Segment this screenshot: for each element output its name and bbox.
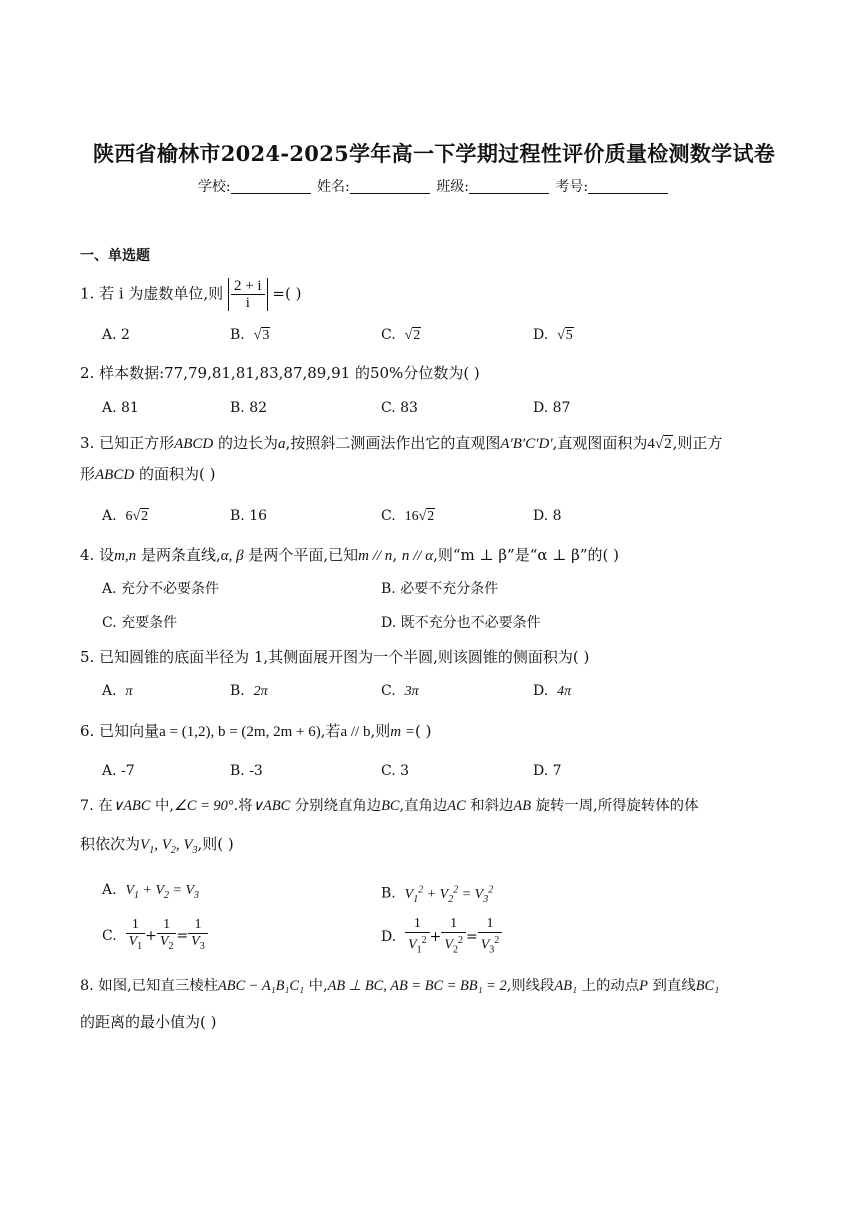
radicand: 3 <box>262 328 270 343</box>
text: ,直角边 <box>399 798 448 814</box>
option-2c[interactable]: C. 83 <box>381 400 418 416</box>
math-alpha-beta: α, β <box>220 548 244 564</box>
question-7-line-2 <box>80 834 234 861</box>
text: 是两个平面,已知 <box>243 546 359 564</box>
question-6 <box>80 721 431 742</box>
option-label: B. <box>381 885 396 902</box>
option-1c[interactable] <box>381 325 421 346</box>
text: 3. 已知正方形 <box>80 434 175 452</box>
text: ,则线段 <box>506 978 555 994</box>
fraction: $\frac{1}{V_3}$ <box>188 917 208 955</box>
option-5d[interactable] <box>533 681 571 702</box>
radicand: 2 <box>427 509 435 524</box>
school-blank[interactable] <box>231 179 311 194</box>
sqrt: √2 <box>418 509 435 524</box>
math-cond-2: n // α <box>401 548 434 564</box>
text: ,则 <box>370 722 391 740</box>
option-6d[interactable]: D. 7 <box>533 763 562 779</box>
option-6a[interactable]: A. -7 <box>102 763 135 779</box>
text: 6. 已知向量 <box>80 722 160 740</box>
fraction <box>231 278 265 311</box>
math-value: 3π <box>404 684 419 699</box>
option-3a[interactable] <box>102 506 149 527</box>
question-1 <box>80 278 301 311</box>
math-condition: AB ⊥ BC, AB = BC = BB₁ = 2 <box>327 978 507 994</box>
question-3-line-2 <box>80 464 215 485</box>
option-label: C. <box>381 327 396 343</box>
option-1a[interactable]: A. 2 <box>102 327 130 343</box>
option-5a[interactable] <box>102 681 132 702</box>
exam-no-label: 考号: <box>555 179 589 195</box>
math-coef: 16 <box>404 509 419 524</box>
text: 积依次为 <box>80 835 141 853</box>
name-blank[interactable] <box>350 179 430 194</box>
question-2: 2. 样本数据:77,79,81,81,83,87,89,91 的50%分位数为( ) <box>80 364 480 382</box>
option-5c[interactable] <box>381 681 419 702</box>
page-title: 陕西省榆林市2024-2025学年高一下学期过程性评价质量检测数学试卷 <box>92 141 776 166</box>
math-volumes: $V_1$, $V_2$, $V_3$ <box>140 837 198 856</box>
math-bc: BC <box>381 798 400 814</box>
option-label: A. <box>102 882 117 898</box>
option-4c[interactable]: C. 充要条件 <box>102 615 178 631</box>
math-parallel: a // b <box>340 724 371 740</box>
option-7a[interactable] <box>102 880 199 906</box>
option-label: D. <box>533 683 549 699</box>
option-4b[interactable]: B. 必要不充分条件 <box>381 581 499 597</box>
math-a: a <box>278 436 286 452</box>
fraction: $\frac{1}{V_3^2}$ <box>478 916 503 958</box>
section-title: 一、单选题 <box>80 248 150 264</box>
sqrt: √2 <box>404 328 421 343</box>
question-1-text: 1. 若 i 为虚数单位,则 <box>80 284 224 303</box>
math-ac: AC <box>447 798 466 814</box>
radicand: 2 <box>141 509 149 524</box>
math-segment: AB₁ <box>554 978 578 994</box>
option-label: D. <box>381 929 397 946</box>
radicand: 2 <box>664 436 672 452</box>
school-label: 学校: <box>197 179 231 195</box>
text: .将 <box>233 798 253 814</box>
math-value: 4π <box>557 684 572 699</box>
text: 到直线 <box>647 978 696 994</box>
math-cond-1: m // n <box>358 548 393 564</box>
fraction: $\frac{1}{V_1^2}$ <box>405 916 430 958</box>
math-triangle: ∨ABC <box>252 798 291 814</box>
math-p: P <box>639 978 648 994</box>
math-ab: AB <box>513 798 532 814</box>
exam-no-blank[interactable] <box>588 179 668 194</box>
radicand: 2 <box>413 328 421 343</box>
option-4a[interactable]: A. 充分不必要条件 <box>102 581 220 597</box>
text: 中, <box>304 978 328 994</box>
text: ,则( ) <box>197 835 234 853</box>
text: ,则“m ⊥ β”是“α ⊥ β”的( ) <box>433 546 619 564</box>
option-7b[interactable] <box>381 880 493 909</box>
math-angle: ∠C = 90° <box>173 798 234 814</box>
fraction-numerator: 2 + i <box>231 278 265 295</box>
fraction-denominator: i <box>245 295 250 311</box>
option-2b[interactable]: B. 82 <box>230 400 268 416</box>
question-5: 5. 已知圆锥的底面半径为 1,其侧面展开图为一个半圆,则该圆锥的侧面积为( ) <box>80 648 590 666</box>
text: 7. 在 <box>80 798 113 814</box>
student-info-line <box>0 176 868 196</box>
question-3-line-1 <box>80 433 722 454</box>
option-5b[interactable] <box>230 681 268 702</box>
option-label: B. <box>230 327 245 343</box>
math-value: 2π <box>253 684 268 699</box>
option-2d[interactable]: D. 87 <box>533 400 571 416</box>
abs-value <box>228 278 268 311</box>
option-1d[interactable] <box>533 325 574 346</box>
text: 上的动点 <box>577 978 640 994</box>
sqrt: √2 <box>654 436 672 452</box>
math-image: A′B′C′D′ <box>500 436 553 452</box>
math-mn: m,n <box>114 548 137 564</box>
option-6b[interactable]: B. -3 <box>230 763 263 779</box>
option-label: B. <box>230 683 245 699</box>
fraction: $\frac{1}{V_2^2}$ <box>441 916 466 958</box>
option-label: A. <box>102 683 117 699</box>
math-expression: $V_1 + V_2 = V_3$ <box>125 883 200 901</box>
text: 的边长为 <box>213 434 279 452</box>
question-1-tail: =( ) <box>272 284 302 303</box>
math-prism: ABC − A₁B₁C₁ <box>218 978 305 994</box>
option-6c[interactable]: C. 3 <box>381 763 410 779</box>
text: 是两条直线, <box>136 546 221 564</box>
math-bc1: BC₁ <box>695 978 720 994</box>
fraction: $\frac{1}{V_2}$ <box>157 917 177 955</box>
option-4d[interactable]: D. 既不充分也不必要条件 <box>381 615 541 631</box>
option-label: C. <box>102 928 117 944</box>
text: 旋转一周,所得旋转体的体 <box>531 798 699 814</box>
option-7d[interactable]: D. $\frac{1}{V_1^2}$ + $\frac{1}{V_2^2}$ = $\frac{1}{V_3^2}$ <box>381 916 502 958</box>
math-abcd: ABCD <box>95 467 135 483</box>
question-8-line-2: 的距离的最小值为( ) <box>80 1013 217 1031</box>
text: 4. 设 <box>80 546 115 564</box>
math-coef: 4 <box>647 436 655 452</box>
math-abcd: ABCD <box>174 436 214 452</box>
math-value: π <box>125 684 133 699</box>
fraction: $\frac{1}{V_1}$ <box>126 917 146 955</box>
option-1b[interactable] <box>230 325 270 346</box>
text: 中, <box>150 798 174 814</box>
text: ,若 <box>320 722 341 740</box>
text: ,按照斜二测画法作出它的直观图 <box>285 434 501 452</box>
math-expression: $V_1^2 + V_2^2 = V_3^2$ <box>404 884 494 905</box>
question-7-line-1 <box>80 796 698 816</box>
text: ,则正方 <box>672 434 723 452</box>
option-label: D. <box>533 327 549 343</box>
math-triangle: ∨ABC <box>112 798 151 814</box>
math-coef: 6 <box>125 509 133 524</box>
option-3d[interactable]: D. 8 <box>533 508 562 524</box>
sqrt: √2 <box>132 509 149 524</box>
question-4: 4. 设m,n 是两条直线,α, β 是两个平面,已知m // n, n // α,则“m ⊥ β”是“α ⊥ β”的( ) <box>80 546 619 564</box>
sqrt: √3 <box>253 328 270 343</box>
option-label: C. <box>381 508 396 524</box>
class-label: 班级: <box>436 179 469 195</box>
name-label: 姓名: <box>317 179 350 195</box>
option-label: A. <box>102 508 117 524</box>
sqrt: √5 <box>557 328 573 343</box>
option-label: C. <box>381 683 396 699</box>
class-blank[interactable] <box>469 179 549 194</box>
text: 分别绕直角边 <box>290 798 382 814</box>
text: 和斜边 <box>465 798 514 814</box>
option-2a[interactable]: A. 81 <box>102 400 139 416</box>
text: ,直观图面积为 <box>552 434 648 452</box>
option-3b[interactable]: B. 16 <box>230 508 268 524</box>
question-8-line-1 <box>80 976 719 996</box>
text: 形 <box>80 465 96 483</box>
option-3c[interactable] <box>381 506 435 527</box>
text: 的面积为( ) <box>134 465 216 483</box>
option-7c[interactable]: C. $\frac{1}{V_1}$ + $\frac{1}{V_2}$ = $\frac{1}{V_3}$ <box>102 916 208 956</box>
text: ( ) <box>414 722 432 740</box>
math-vectors: a = (1,2), b = (2m, 2m + 6) <box>159 724 321 740</box>
text: 8. 如图,已知直三棱柱 <box>80 978 219 994</box>
math-m: m = <box>390 724 415 740</box>
radicand: 5 <box>565 328 573 343</box>
